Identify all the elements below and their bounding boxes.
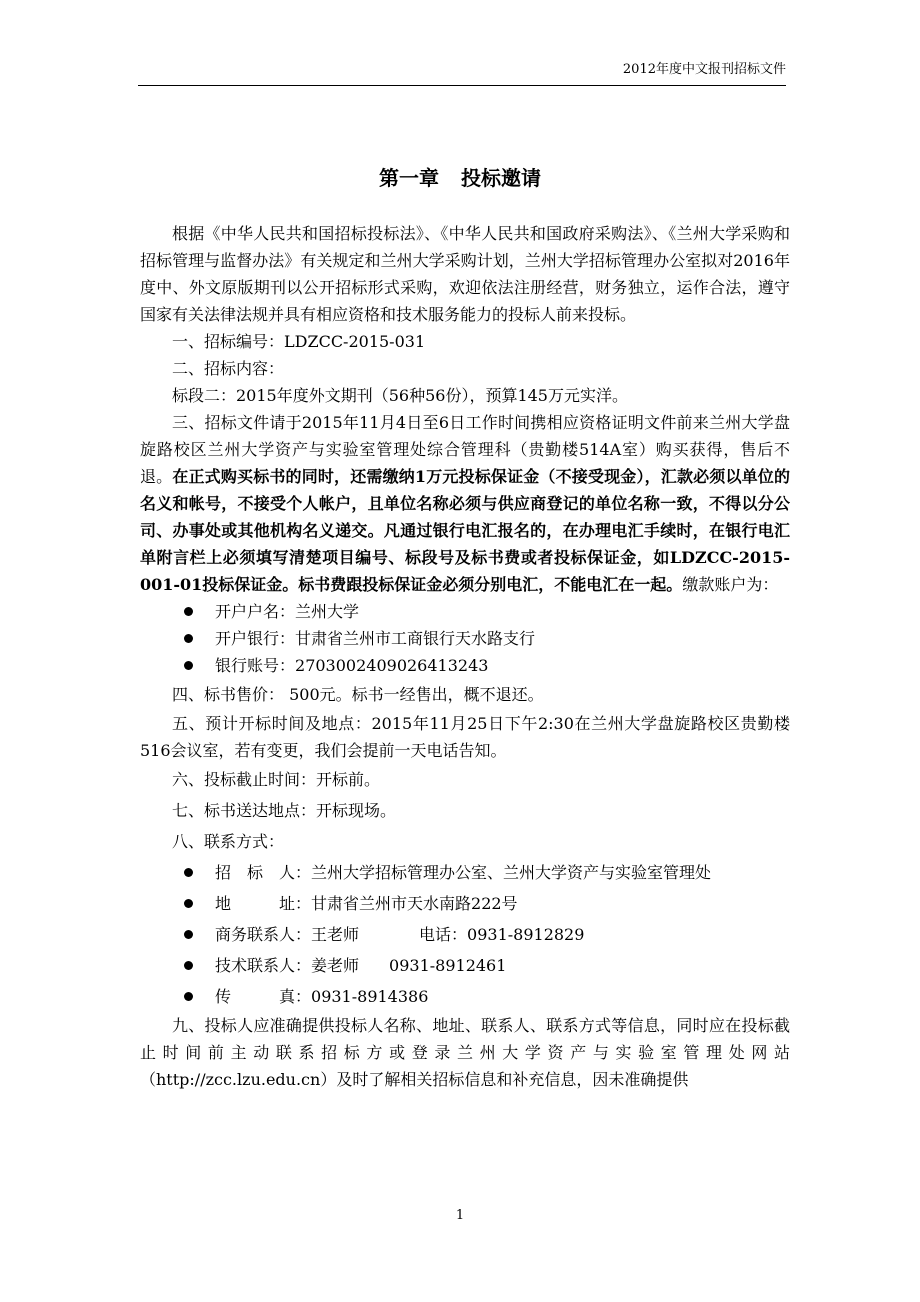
tenderer-value: 兰州大学招标管理办公室、兰州大学资产与实验室管理处 [311, 863, 712, 882]
running-header-title: 2012年度中文报刊招标文件 [622, 62, 786, 77]
lot-two-detail: 标段二：2015年度外文期刊（56种56份），预算145万元实洋。 [172, 386, 628, 405]
chapter-number: 第一章 [379, 166, 439, 190]
tech-contact-value: 姜老师 [311, 956, 360, 975]
business-contact-value: 王老师 [311, 925, 360, 944]
account-number-item [140, 652, 790, 679]
tech-contact-label: 技术联系人： [215, 956, 312, 975]
bullet-icon [184, 961, 193, 970]
account-name-label: 开户户名： [215, 602, 296, 621]
bullet-icon [184, 868, 193, 877]
contact-fax [140, 981, 790, 1012]
tender-number: 一、招标编号：LDZCC-2015-031 [172, 332, 426, 351]
bid-deadline: 六、投标截止时间：开标前。 [172, 770, 381, 789]
document-body [140, 220, 790, 1093]
account-number-label: 银行账号： [215, 656, 296, 675]
bullet-icon [184, 607, 193, 616]
contact-business [140, 919, 790, 950]
chapter-name: 投标邀请 [461, 166, 541, 190]
page-number: 1 [455, 1208, 465, 1223]
bullet-icon [184, 992, 193, 1001]
purchase-instructions-start: 三、招标文件请于2015年11月4日至6日工作时间携相应资格证明文件前来兰州大学盘旋路校区兰州大学资产与实验室管理处综合管理科（贵勤楼514A室）购买获得，售后不退。 [140, 413, 790, 486]
document-price: 四、标书售价： 500元。标书一经售出，概不退还。 [172, 685, 544, 704]
contact-heading: 八、联系方式： [172, 832, 285, 851]
running-header [138, 58, 786, 86]
purchase-instructions [140, 409, 790, 598]
fax-label: 传 真： [215, 987, 312, 1006]
account-bank-item [140, 625, 790, 652]
business-contact-label: 商务联系人： [215, 925, 312, 944]
tech-phone: 0931-8912461 [389, 956, 507, 975]
intro-paragraph: 根据《中华人民共和国招标投标法》、《中华人民共和国政府采购法》、《兰州大学采购和招标管理与监督办法》有关规定和兰州大学采购计划，兰州大学招标管理办公室拟对2016年度中、外文原版期刊以公开招标形式采购，欢迎依法注册经营，财务独立，运作合法，遵守国家有关法律法规并具有相应资格和技术服务能力的投标人前来投标。 [140, 224, 790, 324]
address-label: 地 址： [215, 894, 312, 913]
contact-tenderer [140, 857, 790, 888]
delivery-place: 七、标书送达地点：开标现场。 [172, 801, 397, 820]
chapter-title [0, 164, 920, 192]
fax-value: 0931-8914386 [311, 987, 429, 1006]
account-number-value: 2703002409026413243 [295, 656, 489, 675]
account-name-value: 兰州大学 [295, 602, 360, 621]
opening-time-place: 五、预计开标时间及地点：2015年11月25日下午2:30在兰州大学盘旋路校区贵勤楼516会议室，若有变更，我们会提前一天电话告知。 [140, 714, 790, 760]
business-phone: 电话：0931-8912829 [419, 925, 585, 944]
bullet-icon [184, 661, 193, 670]
deposit-requirements: 在正式购买标书的同时，还需缴纳1万元投标保证金（不接受现金），汇款必须以单位的名义和帐号，不接受个人帐户，且单位名称必须与供应商登记的单位名称一致，不得以分公司、办事处或其他机构名义递交。凡通过银行电汇报名的，在办理电汇手续时，在银行电汇单附言栏上必须填写清楚项目编号、标段号及标书费或者投标保证金，如LDZCC-2015-001-01投标保证金。标书费跟投标保证金必须分别电汇，不能电汇在一起。 [140, 467, 790, 594]
tender-content-heading: 二、招标内容： [172, 359, 285, 378]
contact-address [140, 888, 790, 919]
bullet-icon [184, 899, 193, 908]
information-notice: 九、投标人应准确提供投标人名称、地址、联系人、联系方式等信息，同时应在投标截止时间前主动联系招标方或登录兰州大学资产与实验室管理处网站（http://zcc.lzu.edu.cn）及时了解相关招标信息和补充信息，因未准确提供 [140, 1016, 790, 1089]
bullet-icon [184, 634, 193, 643]
address-value: 甘肃省兰州市天水南路222号 [311, 894, 518, 913]
contact-technical [140, 950, 790, 981]
account-bank-value: 甘肃省兰州市工商银行天水路支行 [295, 629, 536, 648]
account-bank-label: 开户银行： [215, 629, 296, 648]
payment-account-intro: 缴款账户为： [682, 575, 779, 594]
account-name-item [140, 598, 790, 625]
tenderer-label: 招 标 人： [215, 863, 312, 882]
bullet-icon [184, 930, 193, 939]
